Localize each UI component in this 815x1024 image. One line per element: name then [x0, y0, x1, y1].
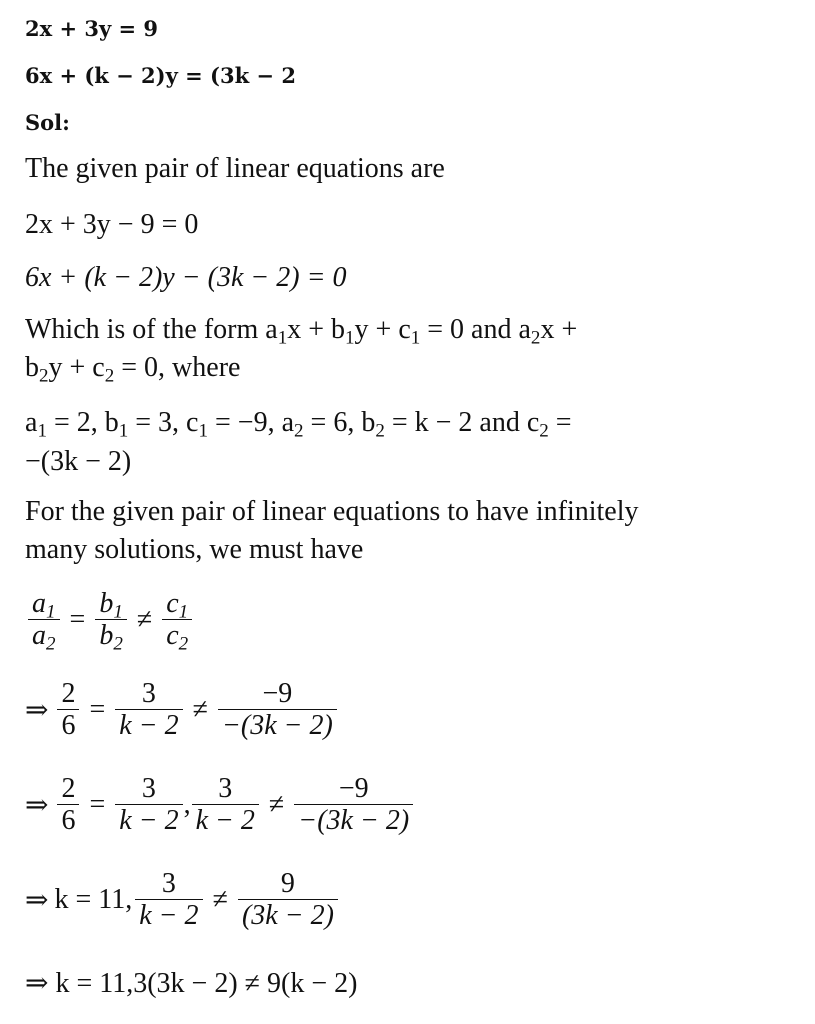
form-line-1: Which is of the form $a_1x + b_1y + c_1 = 0$ and $a_2x$ + [25, 314, 578, 349]
step-3: ⇒ k = 11, $\frac{3}{k - 2}$ ≠ $\frac{9}{(3k - 2)}$ [25, 868, 341, 932]
step-4: ⇒ k = 11,3(3k − 2) ≠ 9(k − 2) [25, 968, 358, 999]
fraction-c1-c2: $\frac{c_1}{c_2}$ [162, 588, 192, 652]
implies-symbol: ⇒ [25, 694, 49, 726]
problem-equation-2: 6x + (k − 2)y = (3k − 2 [25, 63, 296, 88]
standard-equation-2: 6x + (k − 2)y − (3k − 2) = 0 [25, 262, 347, 293]
condition-line-2: many solutions, we must have [25, 534, 364, 565]
coefficients-line-1: $a_1 = 2$, $b_1 = 3$, $c_1 = -9$, $a_2 = 6$, $b_2 = k - 2$ and $c_2$ = [25, 407, 572, 442]
form-line-2: $b_2y + c_2 = 0$, where [25, 352, 241, 387]
step-1: ⇒ $\frac{2}{6}$ = $\frac{3}{k - 2}$ ≠ $\frac{-9}{-(3k - 2)}$ [25, 678, 340, 742]
fraction-b1-b2: $\frac{b_1}{b_2}$ [95, 588, 127, 652]
coefficients-line-2: −(3k − 2) [25, 446, 132, 477]
solution-label: Sol: [25, 110, 70, 135]
ratio-condition: $\frac{a_1}{a_2}$ = $\frac{b_1}{b_2}$ ≠ $\frac{c_1}{c_2}$ [25, 588, 195, 652]
step-2: ⇒ $\frac{2}{6}$ = $\frac{3}{k - 2}$ , $\frac{3}{k - 2}$ ≠ $\frac{-9}{-(3k - 2)}$ [25, 773, 416, 837]
fraction-a1-a2: $\frac{a_1}{a_2}$ [28, 588, 60, 652]
intro-text: The given pair of linear equations are [25, 153, 445, 184]
implies-symbol: ⇒ [25, 884, 49, 916]
condition-line-1: For the given pair of linear equations to have infinitely [25, 496, 639, 527]
problem-equation-1: 2x + 3y = 9 [25, 16, 158, 41]
standard-equation-1: 2x + 3y − 9 = 0 [25, 209, 199, 240]
implies-symbol: ⇒ [25, 789, 49, 821]
